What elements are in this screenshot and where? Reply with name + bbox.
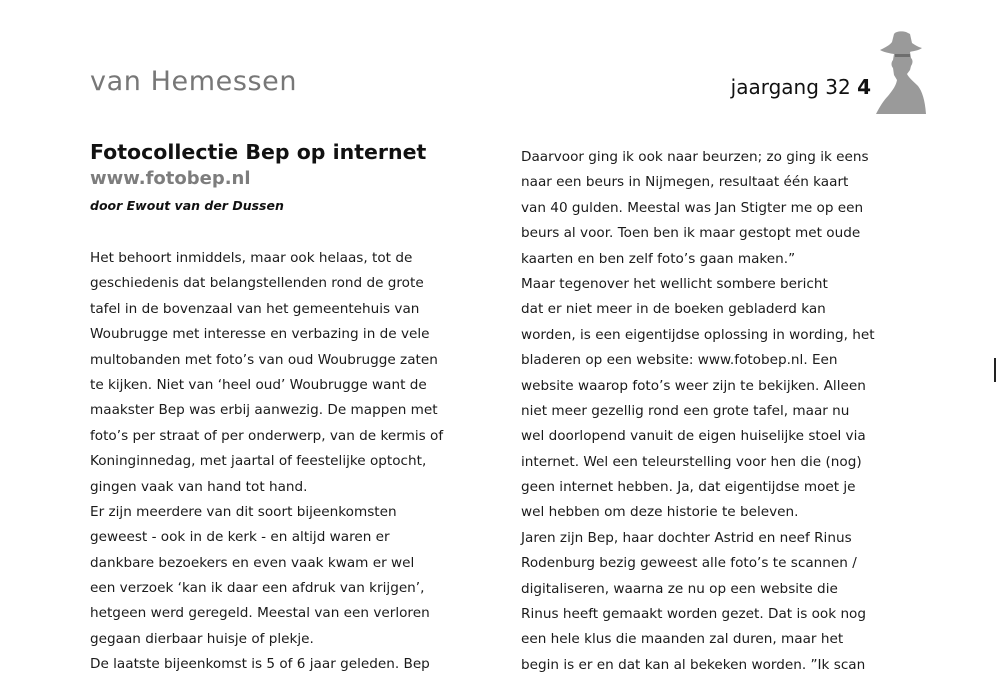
text-line: Er zijn meerdere van dit soort bijeenkomsten: [90, 503, 397, 520]
text-line: Jaren zijn Bep, haar dochter Astrid en neef Rinus: [521, 529, 852, 546]
text-line: wel doorlopend vanuit de eigen huiselijke stoel via: [521, 428, 866, 445]
text-line: internet. Wel een teleurstelling voor hen die (nog): [521, 453, 862, 470]
text-line: Rinus heeft gemaakt worden gezet. Dat is ook nog: [521, 606, 867, 623]
text-line: niet meer gezellig rond een grote tafel, maar nu: [521, 402, 850, 419]
text-cursor: [994, 358, 996, 382]
text-line: De laatste bijeenkomst is 5 of 6 jaar geleden. Bep: [90, 656, 430, 673]
issue-volume: jaargang 32: [730, 75, 851, 99]
text-line: geschiedenis dat belangstellenden rond de grote: [90, 275, 424, 292]
text-line: website waarop foto’s weer zijn te bekijken. Alleen: [521, 377, 866, 394]
text-line: Daarvoor ging ik ook naar beurzen; zo ging ik eens: [521, 149, 869, 165]
text-line: kaarten en ben zelf foto’s gaan maken.”: [521, 250, 796, 267]
text-line: wel hebben om deze historie te beleven.: [521, 504, 799, 521]
left-text-column: [90, 246, 510, 678]
text-line: een verzoek ‘kan ik daar een afdruk van krijgen’,: [90, 580, 425, 597]
text-line: van 40 gulden. Meestal was Jan Stigter me op een: [521, 199, 864, 216]
text-line: dankbare bezoekers en even vaak kwam er wel: [90, 554, 415, 571]
right-text-column: [521, 145, 941, 678]
text-line: gegaan dierbaar huisje of plekje.: [90, 630, 314, 647]
text-line: digitaliseren, waarna ze nu op een website die: [521, 580, 838, 597]
man-with-hat-silhouette-icon: [866, 30, 930, 114]
text-line: begin is er en dat kan al bekeken worden. ”Ik scan: [521, 656, 866, 673]
masthead-title: van Hemessen: [90, 66, 298, 97]
text-line: Woubrugge met interesse en verbazing in de vele: [90, 326, 430, 343]
text-line: foto’s per straat of per onderwerp, van de kermis of: [90, 427, 444, 444]
text-line: hetgeen werd geregeld. Meestal van een verloren: [90, 605, 430, 622]
text-line: geen internet hebben. Ja, dat eigentijdse moet je: [521, 479, 856, 496]
issue-label: [731, 75, 871, 99]
text-line: worden, is een eigentijdse oplossing in wording, het: [521, 326, 875, 343]
text-line: maakster Bep was erbij aanwezig. De mappen met: [90, 402, 438, 419]
text-line: Rodenburg bezig geweest alle foto’s te scannen /: [521, 555, 857, 572]
text-line: naar een beurs in Nijmegen, resultaat één kaart: [521, 174, 849, 191]
text-line: Het behoort inmiddels, maar ook helaas, tot de: [90, 250, 413, 266]
text-line: tafel in de bovenzaal van het gemeentehuis van: [90, 300, 420, 317]
text-line: beurs al voor. Toen ben ik maar gestopt met oude: [521, 225, 861, 242]
text-line: gingen vaak van hand tot hand.: [90, 478, 308, 495]
article-byline: door Ewout van der Dussen: [90, 198, 284, 213]
issue-number: 4: [857, 75, 871, 99]
article-title: Fotocollectie Bep op internet: [90, 140, 427, 164]
text-line: bladeren op een website: www.fotobep.nl. Een: [521, 352, 838, 369]
text-line: Maar tegenover het wellicht sombere bericht: [521, 275, 828, 292]
article-url: www.fotobep.nl: [90, 168, 251, 189]
text-line: te kijken. Niet van ‘heel oud’ Woubrugge want de: [90, 376, 427, 393]
text-line: dat er niet meer in de boeken gebladerd kan: [521, 301, 826, 318]
text-line: een hele klus die maanden zal duren, maar het: [521, 631, 844, 648]
text-line: geweest - ook in de kerk - en altijd waren er: [90, 529, 390, 546]
text-line: Koninginnedag, met jaartal of feestelijke optocht,: [90, 453, 427, 470]
text-line: multobanden met foto’s van oud Woubrugge zaten: [90, 351, 438, 368]
